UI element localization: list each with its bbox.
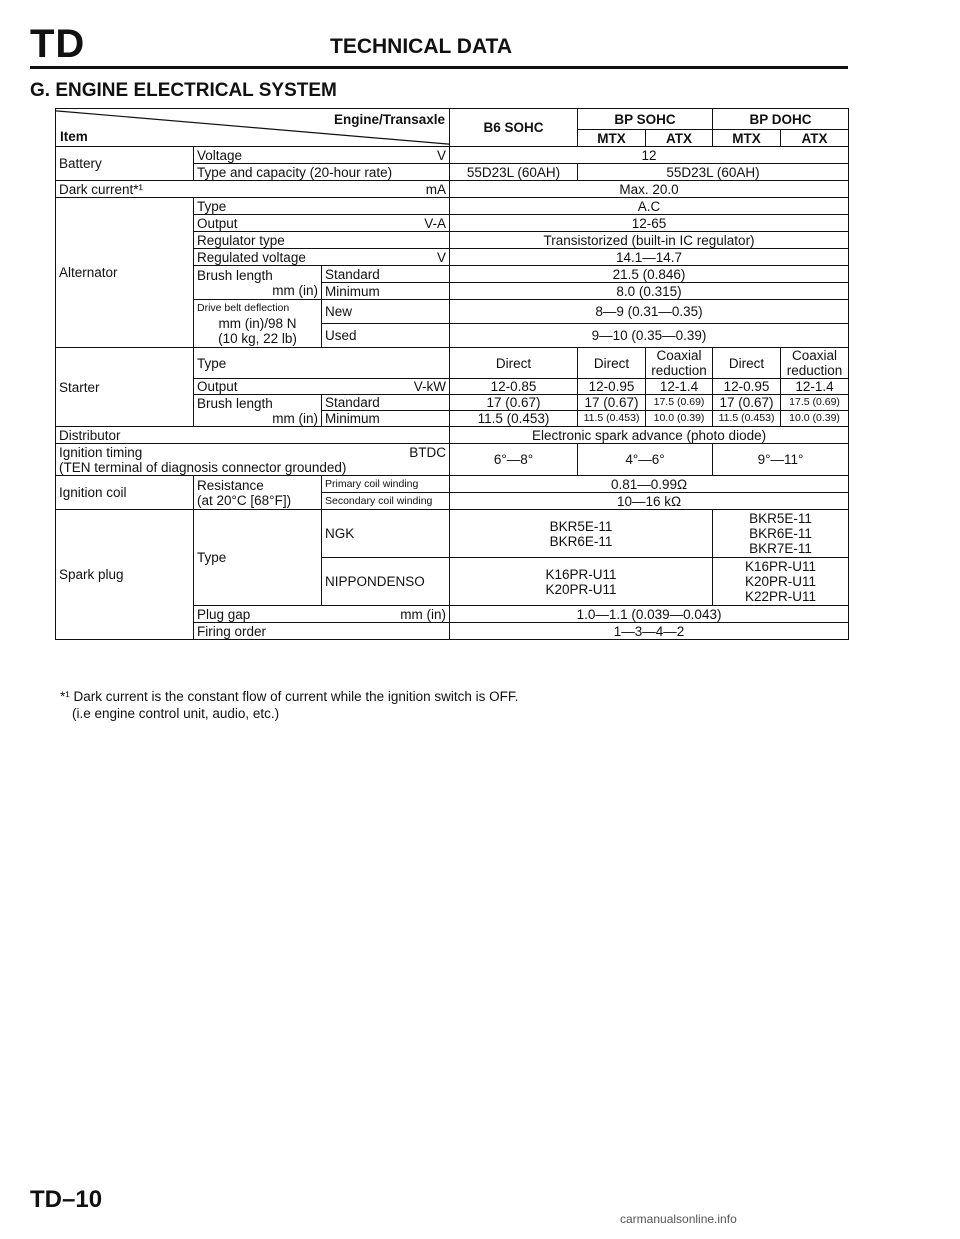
battery-type-label: Type and capacity (20-hour rate) — [194, 164, 450, 181]
firing-order-value: 1—3—4—2 — [450, 623, 849, 640]
starter-minimum-sohc-atx: 10.0 (0.39) — [646, 411, 713, 427]
spark-plug-label: Spark plug — [56, 510, 194, 640]
ignition-timing-bp-sohc: 4°—6° — [578, 444, 713, 476]
spark-plug-type-label: Type — [194, 510, 322, 606]
starter-standard-dohc-atx: 17.5 (0.69) — [781, 395, 849, 411]
starter-brush-length-label: Brush length mm (in) — [194, 395, 322, 427]
alt-regulator-type-label: Regulator type — [194, 232, 450, 249]
battery-label: Battery — [56, 147, 194, 181]
ignition-timing-label: Ignition timing BTDC (TEN terminal of diagnosis connector grounded) — [56, 444, 450, 476]
ngk-label: NGK — [322, 510, 450, 558]
atx-header: ATX — [781, 130, 849, 147]
alt-output-label: Output V-A — [194, 215, 450, 232]
ignition-coil-label: Ignition coil — [56, 476, 194, 510]
distributor-value: Electronic spark advance (photo diode) — [450, 427, 849, 444]
item-label: Item — [60, 129, 88, 144]
starter-brush-standard-label: Standard — [322, 395, 450, 411]
nippondenso-label: NIPPONDENSO — [322, 558, 450, 606]
primary-coil-value: 0.81—0.99Ω — [450, 476, 849, 493]
alt-type-label: Type — [194, 198, 450, 215]
secondary-coil-label: Secondary coil winding — [322, 493, 450, 510]
starter-standard-dohc-mtx: 17 (0.67) — [713, 395, 781, 411]
dark-current-value: Max. 20.0 — [450, 181, 849, 198]
alt-belt-new-label: New — [322, 300, 450, 324]
alt-brush-standard-value: 21.5 (0.846) — [450, 266, 849, 283]
page-title: TECHNICAL DATA — [330, 35, 512, 58]
nd-values-b: K16PR-U11 K20PR-U11 K22PR-U11 — [713, 558, 849, 606]
alt-belt-used-value: 9—10 (0.35—0.39) — [450, 324, 849, 348]
alt-belt-used-label: Used — [322, 324, 450, 348]
starter-output-label: Output V-kW — [194, 379, 450, 395]
bp-sohc-header: BP SOHC — [578, 109, 713, 130]
alt-belt-new-value: 8—9 (0.31—0.35) — [450, 300, 849, 324]
ngk-values-a: BKR5E-11 BKR6E-11 — [450, 510, 713, 558]
header-rule — [30, 66, 848, 69]
nd-values-a: K16PR-U11 K20PR-U11 — [450, 558, 713, 606]
starter-minimum-dohc-mtx: 11.5 (0.453) — [713, 411, 781, 427]
section-code: TD — [30, 22, 86, 66]
section-title: G. ENGINE ELECTRICAL SYSTEM — [30, 80, 337, 101]
battery-type-bp: 55D23L (60AH) — [578, 164, 849, 181]
starter-output-sohc-atx: 12-1.4 — [646, 379, 713, 395]
distributor-label: Distributor — [56, 427, 450, 444]
starter-standard-sohc-mtx: 17 (0.67) — [578, 395, 646, 411]
alt-brush-standard-label: Standard — [322, 266, 450, 283]
alt-brush-minimum-value: 8.0 (0.315) — [450, 283, 849, 300]
alt-brush-length-label: Brush length mm (in) — [194, 266, 322, 300]
alt-drive-belt-label: Drive belt deflection mm (in)/98 N (10 kg, 22 lb) — [194, 300, 322, 348]
plug-gap-label: Plug gap mm (in) — [194, 606, 450, 623]
alt-type-value: A.C — [450, 198, 849, 215]
primary-coil-label: Primary coil winding — [322, 476, 450, 493]
watermark: carmanualsonline.info — [620, 1212, 737, 1226]
starter-type-b6: Direct — [450, 348, 578, 379]
starter-standard-sohc-atx: 17.5 (0.69) — [646, 395, 713, 411]
engine-transaxle-label: Engine/Transaxle — [333, 112, 446, 127]
atx-header: ATX — [646, 130, 713, 147]
starter-minimum-sohc-mtx: 11.5 (0.453) — [578, 411, 646, 427]
starter-type-label: Type — [194, 348, 450, 379]
starter-output-dohc-atx: 12-1.4 — [781, 379, 849, 395]
starter-type-dohc-mtx: Direct — [713, 348, 781, 379]
starter-output-dohc-mtx: 12-0.95 — [713, 379, 781, 395]
coil-resistance-label: Resistance (at 20°C [68°F]) — [194, 476, 322, 510]
firing-order-label: Firing order — [194, 623, 450, 640]
starter-type-sohc-atx: Coaxial reduction — [646, 348, 713, 379]
mtx-header: MTX — [578, 130, 646, 147]
ngk-values-b: BKR5E-11 BKR6E-11 BKR7E-11 — [713, 510, 849, 558]
bp-dohc-header: BP DOHC — [713, 109, 849, 130]
footnote-line-2: (i.e engine control unit, audio, etc.) — [72, 706, 280, 721]
starter-minimum-b6: 11.5 (0.453) — [450, 411, 578, 427]
mtx-header: MTX — [713, 130, 781, 147]
starter-label: Starter — [56, 348, 194, 427]
alt-output-value: 12-65 — [450, 215, 849, 232]
battery-type-b6: 55D23L (60AH) — [450, 164, 578, 181]
starter-type-sohc-mtx: Direct — [578, 348, 646, 379]
spec-table — [55, 108, 849, 640]
footnote — [60, 688, 518, 722]
page-number: TD–10 — [30, 1186, 103, 1213]
battery-voltage-value: 12 — [450, 147, 849, 164]
starter-output-sohc-mtx: 12-0.95 — [578, 379, 646, 395]
starter-minimum-dohc-atx: 10.0 (0.39) — [781, 411, 849, 427]
alt-regulated-voltage-label: Regulated voltage V — [194, 249, 450, 266]
alt-regulator-type-value: Transistorized (built-in IC regulator) — [450, 232, 849, 249]
starter-brush-minimum-label: Minimum — [322, 411, 450, 427]
starter-standard-b6: 17 (0.67) — [450, 395, 578, 411]
ignition-timing-bp-dohc: 9°—11° — [713, 444, 849, 476]
ignition-timing-b6: 6°—8° — [450, 444, 578, 476]
alt-brush-minimum-label: Minimum — [322, 283, 450, 300]
voltage-label: Voltage V — [194, 147, 450, 164]
secondary-coil-value: 10—16 kΩ — [450, 493, 849, 510]
header-diagonal-cell — [56, 109, 450, 147]
alt-regulated-voltage-value: 14.1—14.7 — [450, 249, 849, 266]
plug-gap-value: 1.0—1.1 (0.039—0.043) — [450, 606, 849, 623]
starter-output-b6: 12-0.85 — [450, 379, 578, 395]
starter-type-dohc-atx: Coaxial reduction — [781, 348, 849, 379]
b6-sohc-header: B6 SOHC — [450, 109, 578, 147]
dark-current-label: Dark current*¹ mA — [56, 181, 450, 198]
footnote-line-1: *¹ Dark current is the constant flow of current while the ignition switch is OFF. — [60, 689, 519, 704]
alternator-label: Alternator — [56, 198, 194, 348]
